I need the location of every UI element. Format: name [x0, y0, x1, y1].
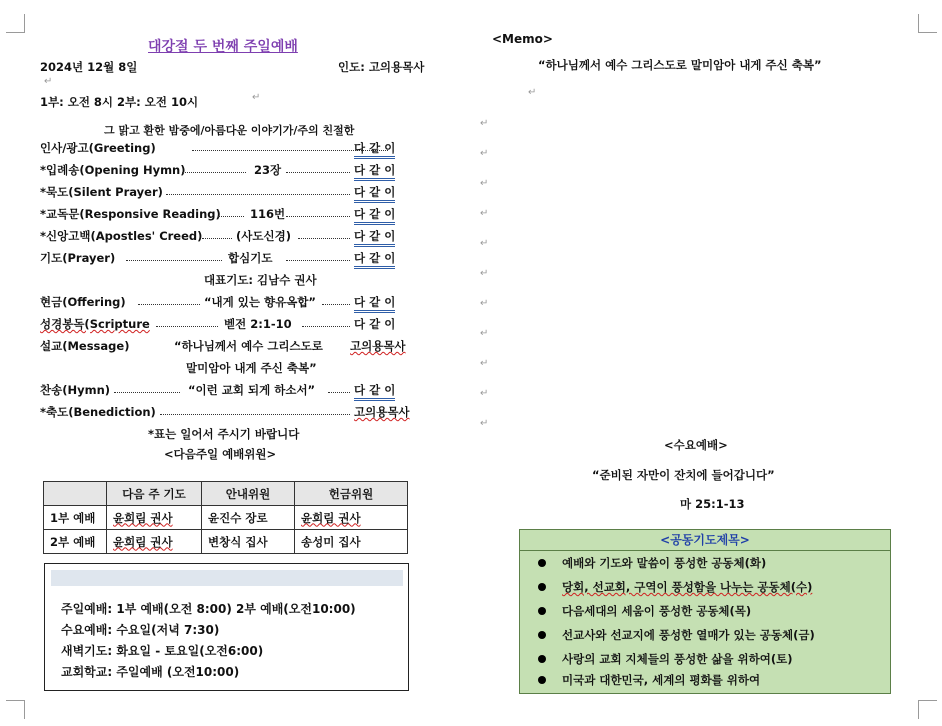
table-cell: 윤희림 권사 [107, 506, 202, 530]
paragraph-mark: ↵ [528, 87, 537, 98]
order-item-benediction [40, 404, 425, 422]
table-row [44, 530, 408, 554]
order-name: *입례송(Opening Hymn) [40, 163, 186, 177]
schedule-line: 교회학교: 주일예배 (오전10:00) [61, 665, 240, 679]
bullet-icon [538, 655, 546, 663]
prayer-topic-item: 선교사와 선교지에 풍성한 열매가 있는 공동체(금) [538, 627, 815, 643]
prayer-topic-item: 미국과 대한민국, 세계의 평화를 위하여 [538, 672, 760, 688]
order-detail: “하나님께서 예수 그리스도로 [174, 339, 323, 353]
paragraph-mark: ↵ [480, 388, 489, 399]
table-header-cell: 다음 주 기도 [107, 482, 202, 506]
order-name: *교독문(Responsive Reading) [40, 207, 221, 221]
order-detail: “내게 있는 향유옥합” [204, 295, 316, 309]
order-name: *신앙고백(Apostles' Creed) [40, 229, 203, 243]
crop-mark-top-right [918, 14, 937, 33]
prayer-topics-box [519, 529, 891, 694]
paragraph-mark: ↵ [480, 148, 489, 159]
order-item-sermon [40, 338, 425, 356]
order-responsible: 다 같 이 [354, 206, 395, 225]
order-responsible: 다 같 이 [354, 382, 395, 401]
prayer-topic-item: 예배와 기도와 말씀이 풍성한 공동체(화) [538, 555, 766, 571]
order-name: 성경봉독(Scripture [40, 317, 150, 331]
bullet-icon [538, 607, 546, 615]
service-title: 대강절 두 번째 주일예배 [148, 39, 298, 55]
wednesday-verse: 마 25:1-13 [680, 497, 745, 511]
prayer-topics-title: <공동기도제목> [520, 530, 890, 551]
order-item-greeting [40, 140, 425, 158]
representative-prayer: 대표기도: 김남수 권사 [204, 273, 317, 287]
table-cell: 송성미 집사 [295, 530, 408, 554]
bullet-icon [538, 559, 546, 567]
order-item-offering [40, 294, 425, 312]
paragraph-mark: ↵ [480, 118, 489, 129]
paragraph-mark: ↵ [480, 328, 489, 339]
order-detail: “이런 교회 되게 하소서” [188, 383, 316, 397]
crop-mark-bottom-left [6, 700, 25, 719]
paragraph-mark: ↵ [480, 178, 489, 189]
table-cell: 1부 예배 [44, 506, 107, 530]
order-responsible: 다 같 이 [354, 140, 395, 159]
order-detail: 합심기도 [228, 251, 273, 265]
paragraph-mark: ↵ [44, 76, 53, 87]
table-cell: 2부 예배 [44, 530, 107, 554]
paragraph-mark: ↵ [480, 358, 489, 369]
paragraph-mark: ↵ [480, 238, 489, 249]
wednesday-sermon-title: “준비된 자만이 잔치에 들어갑니다” [592, 468, 775, 482]
table-cell: 윤희림 권사 [295, 506, 408, 530]
order-item-responsive-reading [40, 206, 425, 224]
crop-mark-bottom-right [918, 700, 937, 719]
sermon-title-continued: 말미암아 내게 주신 축복” [186, 361, 317, 375]
intro-hymn-line: 그 맑고 환한 밤중에/아름다운 이야기가/주의 친절한 [104, 124, 355, 137]
table-cell: 변창식 집사 [202, 530, 295, 554]
order-name: *묵도(Silent Prayer) [40, 185, 163, 199]
crop-mark-top-left [6, 14, 25, 33]
table-header-cell: 안내위원 [202, 482, 295, 506]
order-responsible: 고의용목사 [354, 405, 410, 419]
memo-text: “하나님께서 예수 그리스도로 말미암아 내게 주신 축복” [538, 58, 822, 72]
schedule-box [44, 563, 409, 691]
prayer-topic-item: 다음세대의 세움이 풍성한 공동체(목) [538, 603, 751, 619]
paragraph-mark: ↵ [480, 298, 489, 309]
service-date: 2024년 12월 8일 [40, 60, 138, 74]
order-item-prayer [40, 250, 425, 268]
order-responsible: 다 같 이 [354, 294, 395, 313]
memo-label: <Memo> [492, 32, 553, 46]
bullet-icon [538, 631, 546, 639]
paragraph-mark: ↵ [480, 208, 489, 219]
order-item-scripture [40, 316, 425, 334]
order-item-creed [40, 228, 425, 246]
prayer-topic-item: 사랑의 교회 지체들의 풍성한 삶을 위하여(토) [538, 651, 793, 667]
duty-table [43, 481, 408, 554]
order-responsible: 고의용목사 [350, 339, 406, 353]
order-name: 현금(Offering) [40, 295, 126, 309]
order-name: 인사/광고(Greeting) [40, 141, 156, 155]
bullet-icon [538, 676, 546, 684]
order-responsible: 다 같 이 [354, 228, 395, 247]
order-name: 기도(Prayer) [40, 251, 116, 265]
paragraph-mark: ↵ [480, 268, 489, 279]
wednesday-label: <수요예배> [664, 438, 728, 452]
table-row [44, 506, 408, 530]
order-item-hymn [40, 382, 425, 400]
table-cell: 윤진수 장로 [202, 506, 295, 530]
table-header-cell: 헌금위원 [295, 482, 408, 506]
order-detail: (사도신경) [236, 229, 291, 243]
service-times: 1부: 오전 8시 2부: 오전 10시 [40, 95, 199, 109]
order-name: 찬송(Hymn) [40, 383, 111, 397]
order-name: *축도(Benediction) [40, 405, 156, 419]
order-responsible: 다 같 이 [354, 250, 395, 269]
schedule-line: 주일예배: 1부 예배(오전 8:00) 2부 예배(오전10:00) [61, 602, 356, 616]
order-detail: 116번 [250, 207, 286, 221]
order-detail: 23장 [254, 163, 282, 177]
order-name: 설교(Message) [40, 339, 130, 353]
paragraph-mark: ↵ [252, 92, 261, 103]
order-responsible: 다 같 이 [354, 162, 395, 181]
table-cell: 윤희림 권사 [107, 530, 202, 554]
paragraph-mark: ↵ [480, 418, 489, 429]
order-responsible: 다 같 이 [354, 184, 395, 203]
table-header-row [44, 482, 408, 506]
next-week-title: <다음주일 예배위원> [164, 447, 277, 461]
order-item-silent-prayer [40, 184, 425, 202]
stand-note: *표는 일어서 주시기 바랍니다 [148, 427, 300, 441]
prayer-topic-item: 당회, 선교회, 구역이 풍성함을 나누는 공동체(수) [538, 579, 812, 595]
service-leader: 인도: 고의용목사 [338, 60, 425, 74]
order-responsible: 다 같 이 [354, 317, 396, 331]
table-header-cell [44, 482, 107, 506]
order-detail: 벧전 2:1-10 [224, 317, 292, 331]
schedule-line: 새벽기도: 화요일 - 토요일(오전6:00) [61, 644, 264, 658]
order-item-opening-hymn [40, 162, 425, 180]
bullet-icon [538, 583, 546, 591]
schedule-line: 수요예배: 수요일(저녁 7:30) [61, 623, 220, 637]
schedule-box-band [51, 570, 403, 586]
